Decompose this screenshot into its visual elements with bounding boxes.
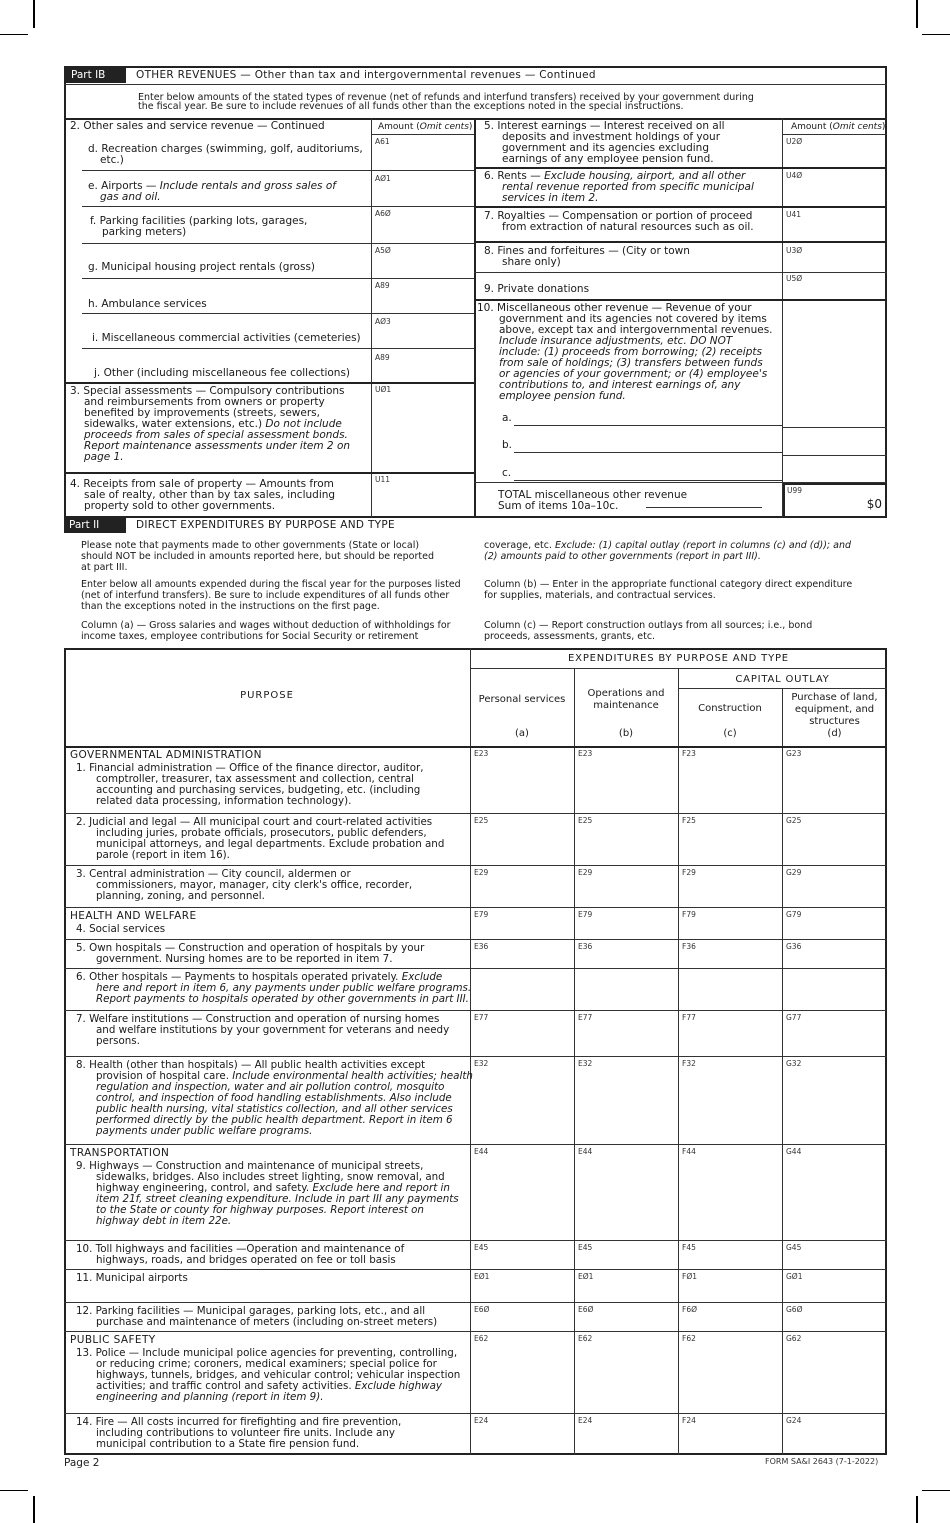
cell-code: G44 [786, 1147, 802, 1156]
row-text-line: municipal contribution to a State fire pension fund. [96, 1438, 360, 1450]
item-4-line3: property sold to other governments. [84, 500, 276, 512]
row-text-line: commissioners, mayor, manager, city clerk's office, recorder, [96, 879, 413, 891]
section-heading: PUBLIC SAFETY [70, 1334, 156, 1346]
cell-code: E62 [578, 1334, 593, 1343]
expenditures-header: EXPENDITURES BY PURPOSE AND TYPE [568, 653, 789, 664]
amount-cell-a[interactable] [471, 1332, 573, 1412]
cell-code: F32 [682, 1059, 696, 1068]
cell-code: G32 [786, 1059, 802, 1068]
item-5-line4: earnings of any employee pension fund. [502, 153, 714, 165]
item-2f-line2: parking meters) [102, 226, 187, 238]
item-4-line1: 4. Receipts from sale of property — Amounts from [70, 478, 334, 490]
item-10a-label: a. [502, 412, 512, 424]
crop-mark [922, 34, 950, 35]
cell-code: F25 [682, 816, 696, 825]
row-text-line: planning, zoning, and personnel. [96, 890, 265, 902]
col-d-header-1: Purchase of land, [791, 692, 878, 703]
row-text-line: including contributions to volunteer fire units. Include any [96, 1427, 395, 1439]
item-10b-label: b. [502, 439, 513, 451]
cell-code: EØ1 [578, 1272, 594, 1281]
cell-code: E45 [474, 1243, 489, 1252]
cell-code: F29 [682, 868, 696, 877]
note-right-3-1: Column (c) — Report construction outlays from all sources; i.e., bond [484, 620, 813, 631]
code-a61: A61 [375, 137, 390, 146]
cell-code: E44 [578, 1147, 593, 1156]
row-text-line: sidewalks, bridges. Also includes street lighting, snow removal, and [96, 1171, 445, 1183]
cell-code: E23 [578, 749, 593, 758]
item-3-line2: and reimbursements from owners or property [84, 396, 325, 408]
section-heading: HEALTH AND WELFARE [70, 910, 197, 922]
row-text-line: here and report in item 6, any payments under public welfare programs. [96, 982, 472, 994]
cell-code: E6Ø [474, 1305, 490, 1314]
item-5-line1: 5. Interest earnings — Interest received on all [484, 120, 725, 132]
cell-code: F44 [682, 1147, 696, 1156]
amount-cell-d[interactable] [783, 1145, 886, 1239]
row-text-line: 8. Health (other than hospitals) — All public health activities except [76, 1059, 426, 1071]
cell-code: E62 [474, 1334, 489, 1343]
item-10-line4: Include insurance adjustments, etc. DO NOT [499, 335, 733, 347]
item-10-line3: above, except tax and intergovernmental revenues. [499, 324, 773, 336]
item-6-line3: services in item 2. [502, 192, 599, 204]
col-b-header-1: Operations and [587, 688, 665, 699]
note-left-1-2: should NOT be included in amounts reported here, but should be reported [81, 551, 434, 562]
item-2d-line2: etc.) [100, 154, 124, 166]
cell-code: G62 [786, 1334, 802, 1343]
col-d-letter: (d) [827, 728, 842, 739]
item-10a-line[interactable] [514, 425, 782, 426]
row-text-line: 1. Financial administration — Office of the finance director, auditor, [76, 762, 424, 774]
cell-code: F62 [682, 1334, 696, 1343]
item-10-line2: government and its agencies not covered by items [499, 313, 767, 325]
section-heading: GOVERNMENTAL ADMINISTRATION [70, 749, 262, 761]
cell-code: G25 [786, 816, 802, 825]
cell-code: GØ1 [786, 1272, 803, 1281]
item-5-line2: deposits and investment holdings of your [502, 131, 721, 143]
row-text-line: item 21f, street cleaning expenditure. Include in part III any payments [96, 1193, 459, 1205]
item-5-line3: government and its agencies excluding [502, 142, 710, 154]
code-u99: U99 [787, 486, 803, 495]
row-text-line: parole (report in item 16). [96, 849, 230, 861]
col-b-letter: (b) [618, 728, 634, 739]
amount-cell-a[interactable] [471, 1145, 573, 1239]
cell-code: E25 [474, 816, 489, 825]
item-3-line6: Report maintenance assessments under item 2 on [84, 440, 351, 452]
item-3-line1: 3. Special assessments — Compulsory contributions [70, 385, 345, 397]
part-ib-intro-1: Enter below amounts of the stated types of revenue (net of refunds and interfund transfers) received by your government during [138, 92, 754, 103]
cell-code: F36 [682, 942, 696, 951]
amount-cell-d[interactable] [783, 969, 886, 1009]
item-10-line1: 10. Miscellaneous other revenue — Revenue of your [477, 302, 752, 314]
row-text-line: highway debt in item 22e. [96, 1215, 232, 1227]
item-6-line1: 6. Rents — Exclude housing, airport, and all other [484, 170, 746, 182]
purpose-header: PURPOSE [240, 690, 294, 701]
item-2f-line1: f. Parking facilities (parking lots, garages, [90, 215, 308, 227]
cell-code: E77 [474, 1013, 489, 1022]
row-text-line: provision of hospital care. Include environmental health activities; health [96, 1070, 473, 1082]
part-ib-intro-2: the fiscal year. Be sure to include revenues of all funds other than the exceptions noted in the special instructions. [138, 101, 684, 112]
cell-code: E23 [474, 749, 489, 758]
part-ib-tag: Part IB [66, 68, 126, 83]
item-6-line2: rental revenue reported from specific municipal [502, 181, 754, 193]
total-misc-sub: Sum of items 10a–10c. [498, 500, 619, 512]
row-text-line: 10. Toll highways and facilities —Operation and maintenance of [76, 1243, 405, 1255]
cell-code: E77 [578, 1013, 593, 1022]
note-left-3-1: Column (a) — Gross salaries and wages without deduction of withholdings for [81, 620, 451, 631]
cell-code: E6Ø [578, 1305, 594, 1314]
row-text-line: 3. Central administration — City council, aldermen or [76, 868, 351, 880]
note-left-2-3: than the exceptions noted in the instructions on the first page. [81, 601, 380, 612]
col-b-header-2: maintenance [593, 700, 659, 711]
item-10b-line[interactable] [514, 452, 782, 453]
crop-mark [916, 1496, 918, 1523]
row-text-line: 7. Welfare institutions — Construction and operation of nursing homes [76, 1013, 440, 1025]
crop-mark [922, 1490, 950, 1491]
page-number: Page 2 [64, 1457, 100, 1469]
item-2e-line2: gas and oil. [100, 191, 161, 203]
item-10-line5: include: (1) proceeds from borrowing; (2) receipts [499, 346, 762, 358]
row-text-line: and welfare institutions by your government for veterans and needy [96, 1024, 450, 1036]
item-10-line9: employee pension fund. [499, 390, 626, 402]
row-text-line: or reducing crime; coroners, medical examiners; special police for [96, 1358, 437, 1370]
cell-code: G45 [786, 1243, 802, 1252]
item-7-line2: from extraction of natural resources such as oil. [502, 221, 754, 233]
cell-code: G29 [786, 868, 802, 877]
item-2e-line1: e. Airports — Include rentals and gross sales of [88, 180, 336, 192]
row-text-line: 13. Police — Include municipal police agencies for preventing, controlling, [76, 1347, 458, 1359]
note-right-3-2: proceeds, assessments, grants, etc. [484, 631, 656, 642]
row-text-line: highways, roads, and bridges operated on fee or toll basis [96, 1254, 396, 1266]
crop-mark [33, 0, 35, 28]
amount-cell-b[interactable] [575, 1057, 677, 1143]
item-3-line5: proceeds from sales of special assessment bonds. [84, 429, 348, 441]
note-right-2-1: Column (b) — Enter in the appropriate functional category direct expenditure [484, 579, 853, 590]
code-a89-h: A89 [375, 281, 390, 290]
part-ib-title: OTHER REVENUES — Other than tax and intergovernmental revenues — Continued [136, 69, 596, 81]
code-a89-j: A89 [375, 353, 390, 362]
row-text-line: 4. Social services [76, 923, 166, 935]
row-text-line: persons. [96, 1035, 140, 1047]
row-text-line: 2. Judicial and legal — All municipal court and court-related activities [76, 816, 433, 828]
crop-mark [0, 34, 28, 35]
cell-code: F6Ø [682, 1305, 697, 1314]
row-text-line: accounting and purchasing services, budgeting, etc. (including [96, 784, 421, 796]
part-ii-title: DIRECT EXPENDITURES BY PURPOSE AND TYPE [136, 519, 395, 531]
amount-cell-c[interactable] [679, 969, 781, 1009]
code-u01: UØ1 [375, 385, 392, 394]
item-2d-line1: d. Recreation charges (swimming, golf, auditoriums, [88, 143, 363, 155]
amount-cell-c[interactable] [679, 1057, 781, 1143]
col-a-letter: (a) [515, 728, 529, 739]
item-10c-label: c. [502, 467, 512, 479]
row-text-line: Report payments to hospitals operated by other governments in part III. [96, 993, 469, 1005]
total-misc-label: TOTAL miscellaneous other revenue [498, 489, 688, 501]
amount-cell-b[interactable] [575, 969, 677, 1009]
note-left-1-1: Please note that payments made to other governments (State or local) [81, 540, 420, 551]
code-u2o: U2Ø [786, 137, 803, 146]
row-text-line: municipal attorneys, and legal departments. Exclude probation and [96, 838, 445, 850]
note-right-1-2: (2) amounts paid to other governments (report in part III). [484, 551, 761, 562]
part-ii-tag: Part II [64, 518, 126, 533]
cell-code: E79 [474, 910, 489, 919]
row-text-line: comptroller, treasurer, tax assessment and collection, central [96, 773, 414, 785]
cell-code: F24 [682, 1416, 696, 1425]
row-text-line: engineering and planning (report in item 9). [96, 1391, 324, 1403]
form-page [64, 66, 887, 1469]
note-right-2-2: for supplies, materials, and contractual services. [484, 590, 716, 601]
cell-code: G36 [786, 942, 802, 951]
row-text-line: purchase and maintenance of meters (including on-street meters) [96, 1316, 438, 1328]
cell-code: E25 [578, 816, 593, 825]
form-number: FORM SA&I 2643 (7-1-2022) [765, 1457, 879, 1466]
item-7-line1: 7. Royalties — Compensation or portion of proceed [484, 210, 753, 222]
amount-header-right: Amount (Omit cents) [791, 122, 886, 132]
item-9: 9. Private donations [484, 283, 590, 295]
code-a01: AØ1 [375, 174, 391, 183]
row-text-line: highway engineering, control, and safety. Exclude here and report in [96, 1182, 450, 1194]
item-10-line6: from sale of holdings; (3) transfers between funds [499, 357, 763, 369]
col-c-header: Construction [698, 703, 762, 714]
item-3-line7: page 1. [84, 451, 124, 463]
item-8-line2: share only) [502, 256, 561, 268]
cell-code: E32 [578, 1059, 593, 1068]
cell-code: E45 [578, 1243, 593, 1252]
crop-mark [916, 0, 918, 28]
row-text-line: 6. Other hospitals — Payments to hospitals operated privately. Exclude [76, 971, 443, 983]
code-a6o: A6Ø [375, 209, 391, 218]
crop-mark [33, 1496, 35, 1523]
note-right-1-1: coverage, etc. Exclude: (1) capital outlay (report in columns (c) and (d)); and [484, 540, 852, 551]
amount-cell-a[interactable] [471, 1057, 573, 1143]
cell-code: E79 [578, 910, 593, 919]
amount-cell-d[interactable] [783, 1057, 886, 1143]
item-2j: j. Other (including miscellaneous fee collections) [94, 367, 351, 379]
row-text-line: regulation and inspection, water and air pollution control, mosquito [96, 1081, 445, 1093]
code-a5o: A5Ø [375, 246, 391, 255]
total-misc-value: $0 [866, 497, 882, 511]
amount-cell-b[interactable] [575, 1145, 677, 1239]
row-text-line: activities; and traffic control and safety activities. Exclude highway [96, 1380, 442, 1392]
row-text-line: 5. Own hospitals — Construction and operation of hospitals by your [76, 942, 425, 954]
cell-code: EØ1 [474, 1272, 490, 1281]
row-text-line: 11. Municipal airports [76, 1272, 188, 1284]
note-left-2-2: (net of interfund transfers). Be sure to include expenditures of all funds other [81, 590, 450, 601]
item-2-heading: 2. Other sales and service revenue — Continued [70, 120, 325, 132]
cell-code: G6Ø [786, 1305, 803, 1314]
item-3-line3: benefited by improvements (streets, sewers, [84, 407, 320, 419]
item-8-line1: 8. Fines and forfeitures — (City or town [484, 245, 690, 257]
cell-code: G77 [786, 1013, 802, 1022]
item-10-line7: or agencies of your government; or (4) employee's [499, 368, 768, 380]
note-left-1-3: at part III. [81, 562, 128, 573]
code-u4o: U4Ø [786, 171, 803, 180]
amount-cell-b[interactable] [575, 1332, 677, 1412]
col-d-header-3: structures [809, 716, 860, 727]
code-u41: U41 [786, 210, 802, 219]
cell-code: F77 [682, 1013, 696, 1022]
code-u3o: U3Ø [786, 246, 803, 255]
row-text-line: payments under public welfare programs. [96, 1125, 313, 1137]
row-text-line: government. Nursing homes are to be reported in item 7. [96, 953, 393, 965]
cell-code: F79 [682, 910, 696, 919]
amount-cell-a[interactable] [471, 969, 573, 1009]
amount-cell-d[interactable] [783, 1332, 886, 1412]
capital-outlay-header: CAPITAL OUTLAY [735, 674, 830, 685]
code-a03: AØ3 [375, 317, 391, 326]
section-heading: TRANSPORTATION [70, 1147, 170, 1159]
row-text-line: related data processing, information technology). [96, 795, 352, 807]
code-u11: U11 [375, 475, 391, 484]
item-2h: h. Ambulance services [88, 298, 207, 310]
cell-code: E44 [474, 1147, 489, 1156]
item-10-line8: contributions to, and interest earnings of, any [499, 379, 741, 391]
cell-code: FØ1 [682, 1272, 697, 1281]
note-left-3-2: income taxes, employee contributions for Social Security or retirement [81, 631, 419, 642]
cell-code: E29 [474, 868, 489, 877]
cell-code: E36 [578, 942, 593, 951]
cell-code: E24 [474, 1416, 489, 1425]
row-text-line: public health nursing, vital statistics collection, and all other services [96, 1103, 453, 1115]
row-text-line: 12. Parking facilities — Municipal garages, parking lots, etc., and all [76, 1305, 426, 1317]
amount-cell-c[interactable] [679, 1145, 781, 1239]
col-d-header-2: equipment, and [794, 704, 875, 715]
row-text-line: performed directly by the public health department. Report in item 6 [96, 1114, 453, 1126]
item-4-line2: sale of realty, other than by tax sales, including [84, 489, 336, 501]
cell-code: E32 [474, 1059, 489, 1068]
amount-cell-c[interactable] [679, 1332, 781, 1412]
cell-code: F45 [682, 1243, 696, 1252]
item-2i: i. Miscellaneous commercial activities (cemeteries) [92, 332, 361, 344]
row-text-line: including juries, probate officials, prosecutors, public defenders, [96, 827, 427, 839]
col-a-header: Personal services [478, 694, 566, 705]
cell-code: G79 [786, 910, 802, 919]
row-text-line: highways, tunnels, bridges, and vehicular control; vehicular inspection [96, 1369, 461, 1381]
cell-code: E24 [578, 1416, 593, 1425]
note-left-2-1: Enter below all amounts expended during the fiscal year for the purposes listed [81, 579, 461, 590]
cell-code: E29 [578, 868, 593, 877]
item-10c-line[interactable] [514, 480, 782, 481]
cell-code: G23 [786, 749, 802, 758]
item-3-line4: sidewalks, water extensions, etc.) Do not include [84, 418, 342, 430]
amount-header-left: Amount (Omit cents) [378, 122, 473, 132]
col-c-letter: (c) [723, 728, 737, 739]
item-2g: g. Municipal housing project rentals (gross) [88, 261, 316, 273]
row-text-line: control, and inspection of food handling establishments. Also include [96, 1092, 452, 1104]
cell-code: G24 [786, 1416, 802, 1425]
row-text-line: 14. Fire — All costs incurred for firefighting and fire prevention, [76, 1416, 402, 1428]
crop-mark [0, 1490, 28, 1491]
row-text-line: to the State or county for highway purposes. Report interest on [96, 1204, 424, 1216]
cell-code: E36 [474, 942, 489, 951]
code-u5o: U5Ø [786, 274, 803, 283]
row-text-line: 9. Highways — Construction and maintenance of municipal streets, [76, 1160, 424, 1172]
cell-code: F23 [682, 749, 696, 758]
